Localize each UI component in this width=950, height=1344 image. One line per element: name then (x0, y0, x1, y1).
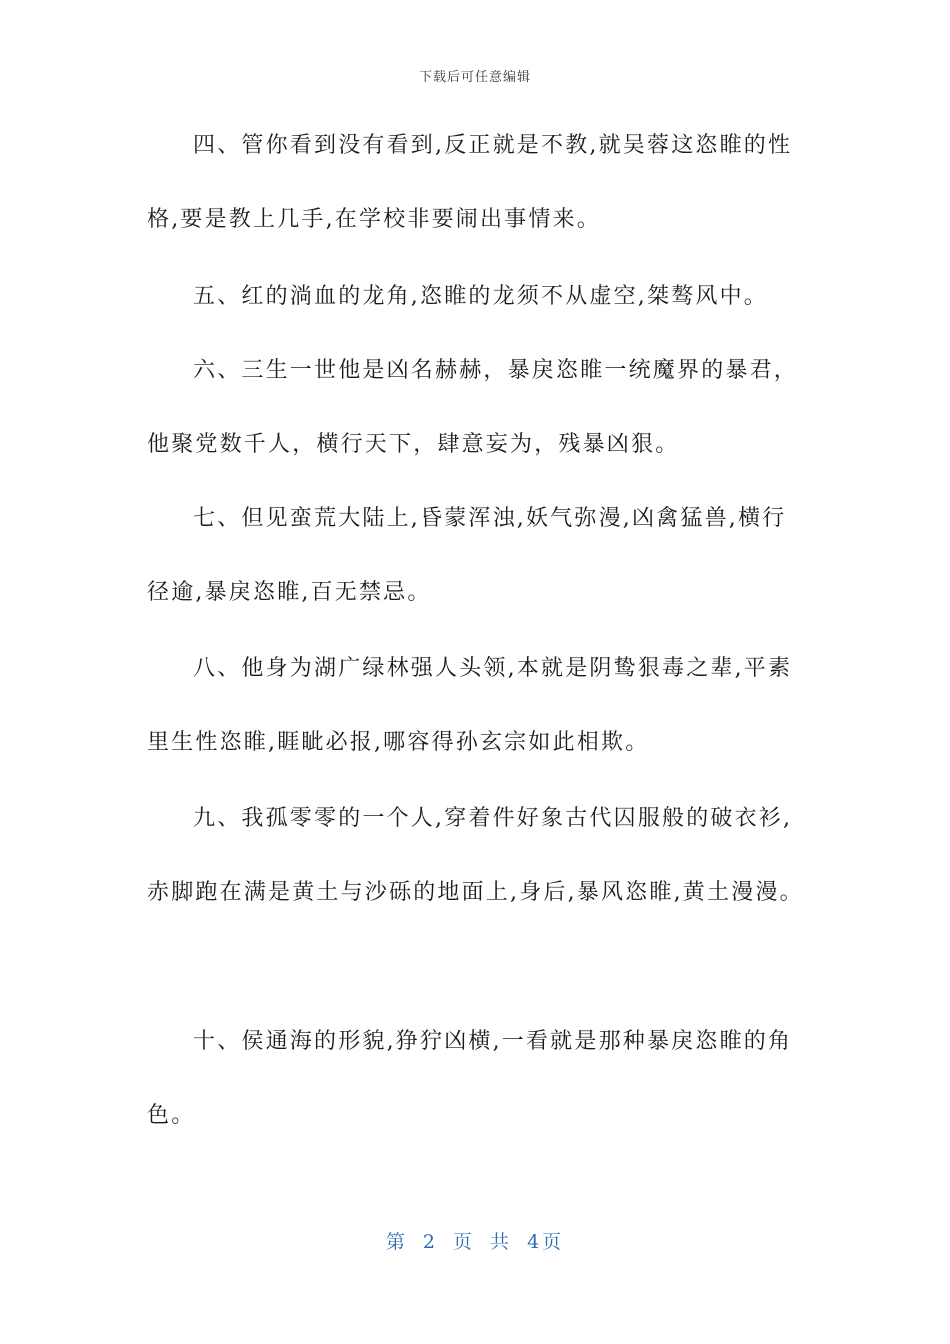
page-header: 下载后可任意编辑 (418, 70, 531, 85)
paragraph-line: 格,要是教上几手,在学校非要闹出事情来。 (147, 207, 601, 232)
paragraph-line: 赤脚跑在满是黄土与沙砾的地面上,身后,暴风恣睢,黄土漫漫。 (147, 880, 804, 905)
paragraph-line: 八、他身为湖广绿林强人头领,本就是阴鸷狠毒之辈,平素 (193, 656, 793, 681)
paragraph-line: 六、三生一世他是凶名赫赫，暴戾恣睢一统魔界的暴君， (193, 358, 799, 383)
paragraph-line: 色。 (147, 1103, 196, 1128)
paragraph-line: 他聚党数千人，横行天下，肆意妄为，残暴凶狠。 (147, 432, 680, 457)
paragraph-line: 径逾,暴戾恣睢,百无禁忌。 (147, 580, 432, 605)
page-number: 第 2 页 共 4页 (385, 1231, 565, 1253)
paragraph-line: 里生性恣睢,睚眦必报,哪容得孙玄宗如此相欺。 (147, 730, 650, 755)
paragraph-line: 九、我孤零零的一个人,穿着件好象古代囚服般的破衣衫, (193, 806, 793, 831)
paragraph-line: 四、管你看到没有看到,反正就是不教,就吴蓉这恣睢的性 (193, 133, 793, 158)
paragraph-line: 七、但见蛮荒大陆上,昏蒙浑浊,妖气弥漫,凶禽猛兽,横行 (193, 506, 787, 531)
paragraph-line: 五、红的淌血的龙角,恣睢的龙须不从虚空,桀骜风中。 (193, 284, 768, 309)
paragraph-line: 十、侯通海的形貌,狰狞凶横,一看就是那种暴戾恣睢的角 (193, 1029, 793, 1054)
